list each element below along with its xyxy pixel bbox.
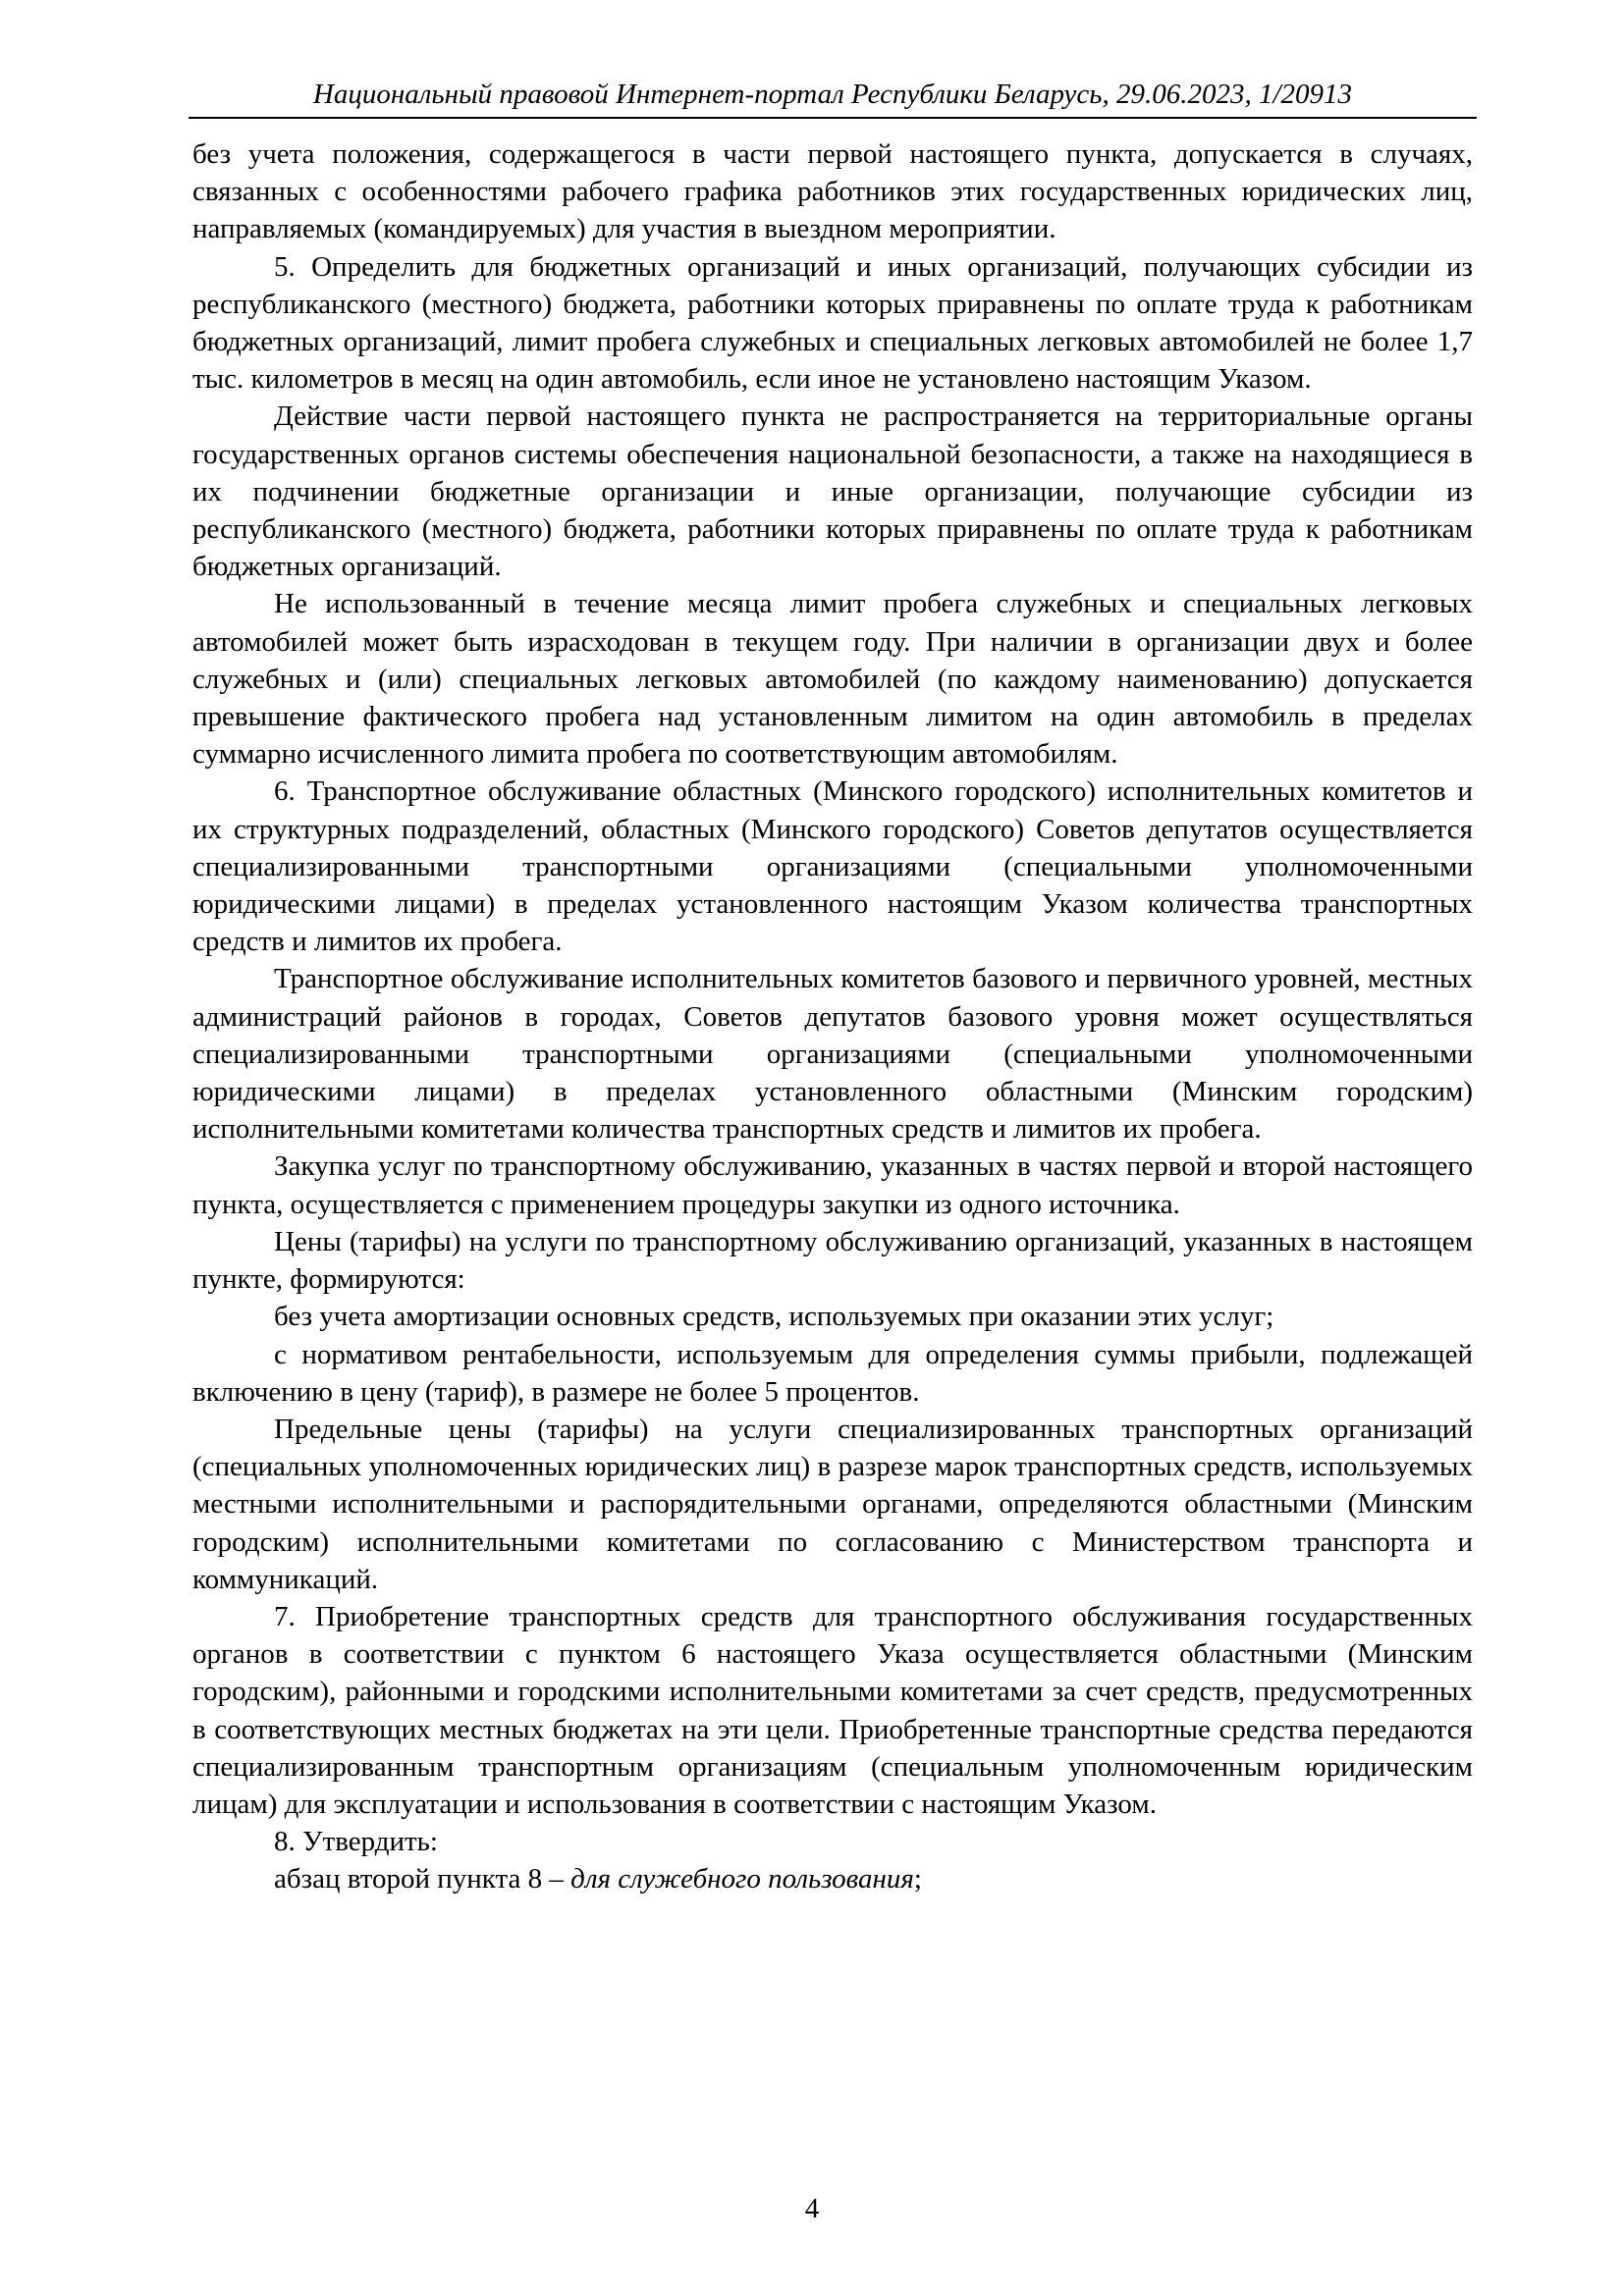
paragraph: Транспортное обслуживание исполнительных комитетов базового и первичного уровней, местных администраций районов в городах, Советов депутатов базового уровня может осуществляться специализированными транспортными организациями (специальными уполномоченными юридическими лицами) в пределах установленного областными (Минским городским) исполнительными комитетами количества транспортных средств и лимитов их пробега. [192,963,1473,1146]
paragraph: Не использованный в течение месяца лимит пробега служебных и специальных легковых автомобилей может быть израсходован в текущем году. При наличии в организации двух и более служебных и (или) специальных легковых автомобилей (по каждому наименованию) допускается превышение фактического пробега над установленным лимитом на один автомобиль в пределах суммарно исчисленного лимита пробега по соответствующим автомобилям. [192,588,1473,771]
paragraph-restricted [192,1860,1473,1897]
page-number: 4 [804,2193,820,2224]
restricted-note: для служебного пользования [570,1863,914,1896]
paragraph: Предельные цены (тарифы) на услуги специализированных транспортных организаций (специальных уполномоченных юридических лиц) в разрезе марок транспортных средств, используемых местными исполнительными и распорядительными органами, определяются областными (Минским городским) исполнительными комитетами по согласованию с Министерством транспорта и коммуникаций. [192,1413,1473,1595]
paragraph: 7. Приобретение транспортных средств для транспортного обслуживания государственных органов в соответствии с пунктом 6 настоящего Указа осуществляется областными (Минским городским), районными и городскими исполнительными комитетами за счет средств, предусмотренных в соответствующих местных бюджетах на эти цели. Приобретенные транспортные средства передаются специализированным транспортным организациям (специальным уполномоченным юридическим лицам) для эксплуатации и использования в соответствии с настоящим Указом. [192,1600,1473,1820]
paragraph: без учета положения, содержащегося в части первой настоящего пункта, допускается в случаях, связанных с особенностями рабочего графика работников этих государственных юридических лиц, направляемых (командируемых) для участия в выездном мероприятии. [192,138,1473,245]
paragraph: Закупка услуг по транспортному обслуживанию, указанных в частях первой и второй настоящего пункта, осуществляется с применением процедуры закупки из одного источника. [192,1150,1473,1220]
paragraph: с нормативом рентабельности, используемым для определения суммы прибыли, подлежащей включению в цену (тариф), в размере не более 5 процентов. [192,1338,1473,1408]
page-header: Национальный правовой Интернет-портал Республики Беларусь, 29.06.2023, 1/20913 [312,79,1353,110]
header-rule [189,117,1477,119]
paragraph: Действие части первой настоящего пункта не распространяется на территориальные органы государственных органов системы обеспечения национальной безопасности, а также на находящиеся в их подчинении бюджетные организации и иные организации, получающие субсидии из республиканского (местного) бюджета, работники которых приравнены по оплате труда к работникам бюджетных организаций. [192,400,1473,583]
paragraph: 6. Транспортное обслуживание областных (Минского городского) исполнительных комитетов и их структурных подразделений, областных (Минского городского) Советов депутатов осуществляется специализированными транспортными организациями (специальными уполномоченными юридическими лицами) в пределах установленного настоящим Указом количества транспортных средств и лимитов их пробега. [192,775,1473,958]
paragraph: 8. Утвердить: [274,1826,438,1858]
document-body [192,135,1473,1898]
paragraph: Цены (тарифы) на услуги по транспортному обслуживанию организаций, указанных в настоящем пункте, формируются: [192,1225,1473,1296]
restricted-prefix: абзац второй пункта 8 – [274,1863,571,1896]
paragraph: без учета амортизации основных средств, используемых при оказании этих услуг; [274,1301,1274,1333]
paragraph: 5. Определить для бюджетных организаций и иных организаций, получающих субсидии из республиканского (местного) бюджета, работники которых приравнены по оплате труда к работникам бюджетных организаций, лимит пробега служебных и специальных легковых автомобилей не более 1,7 тыс. километров в месяц на один автомобиль, если иное не установлено настоящим Указом. [192,250,1473,396]
restricted-suffix: ; [913,1863,922,1896]
